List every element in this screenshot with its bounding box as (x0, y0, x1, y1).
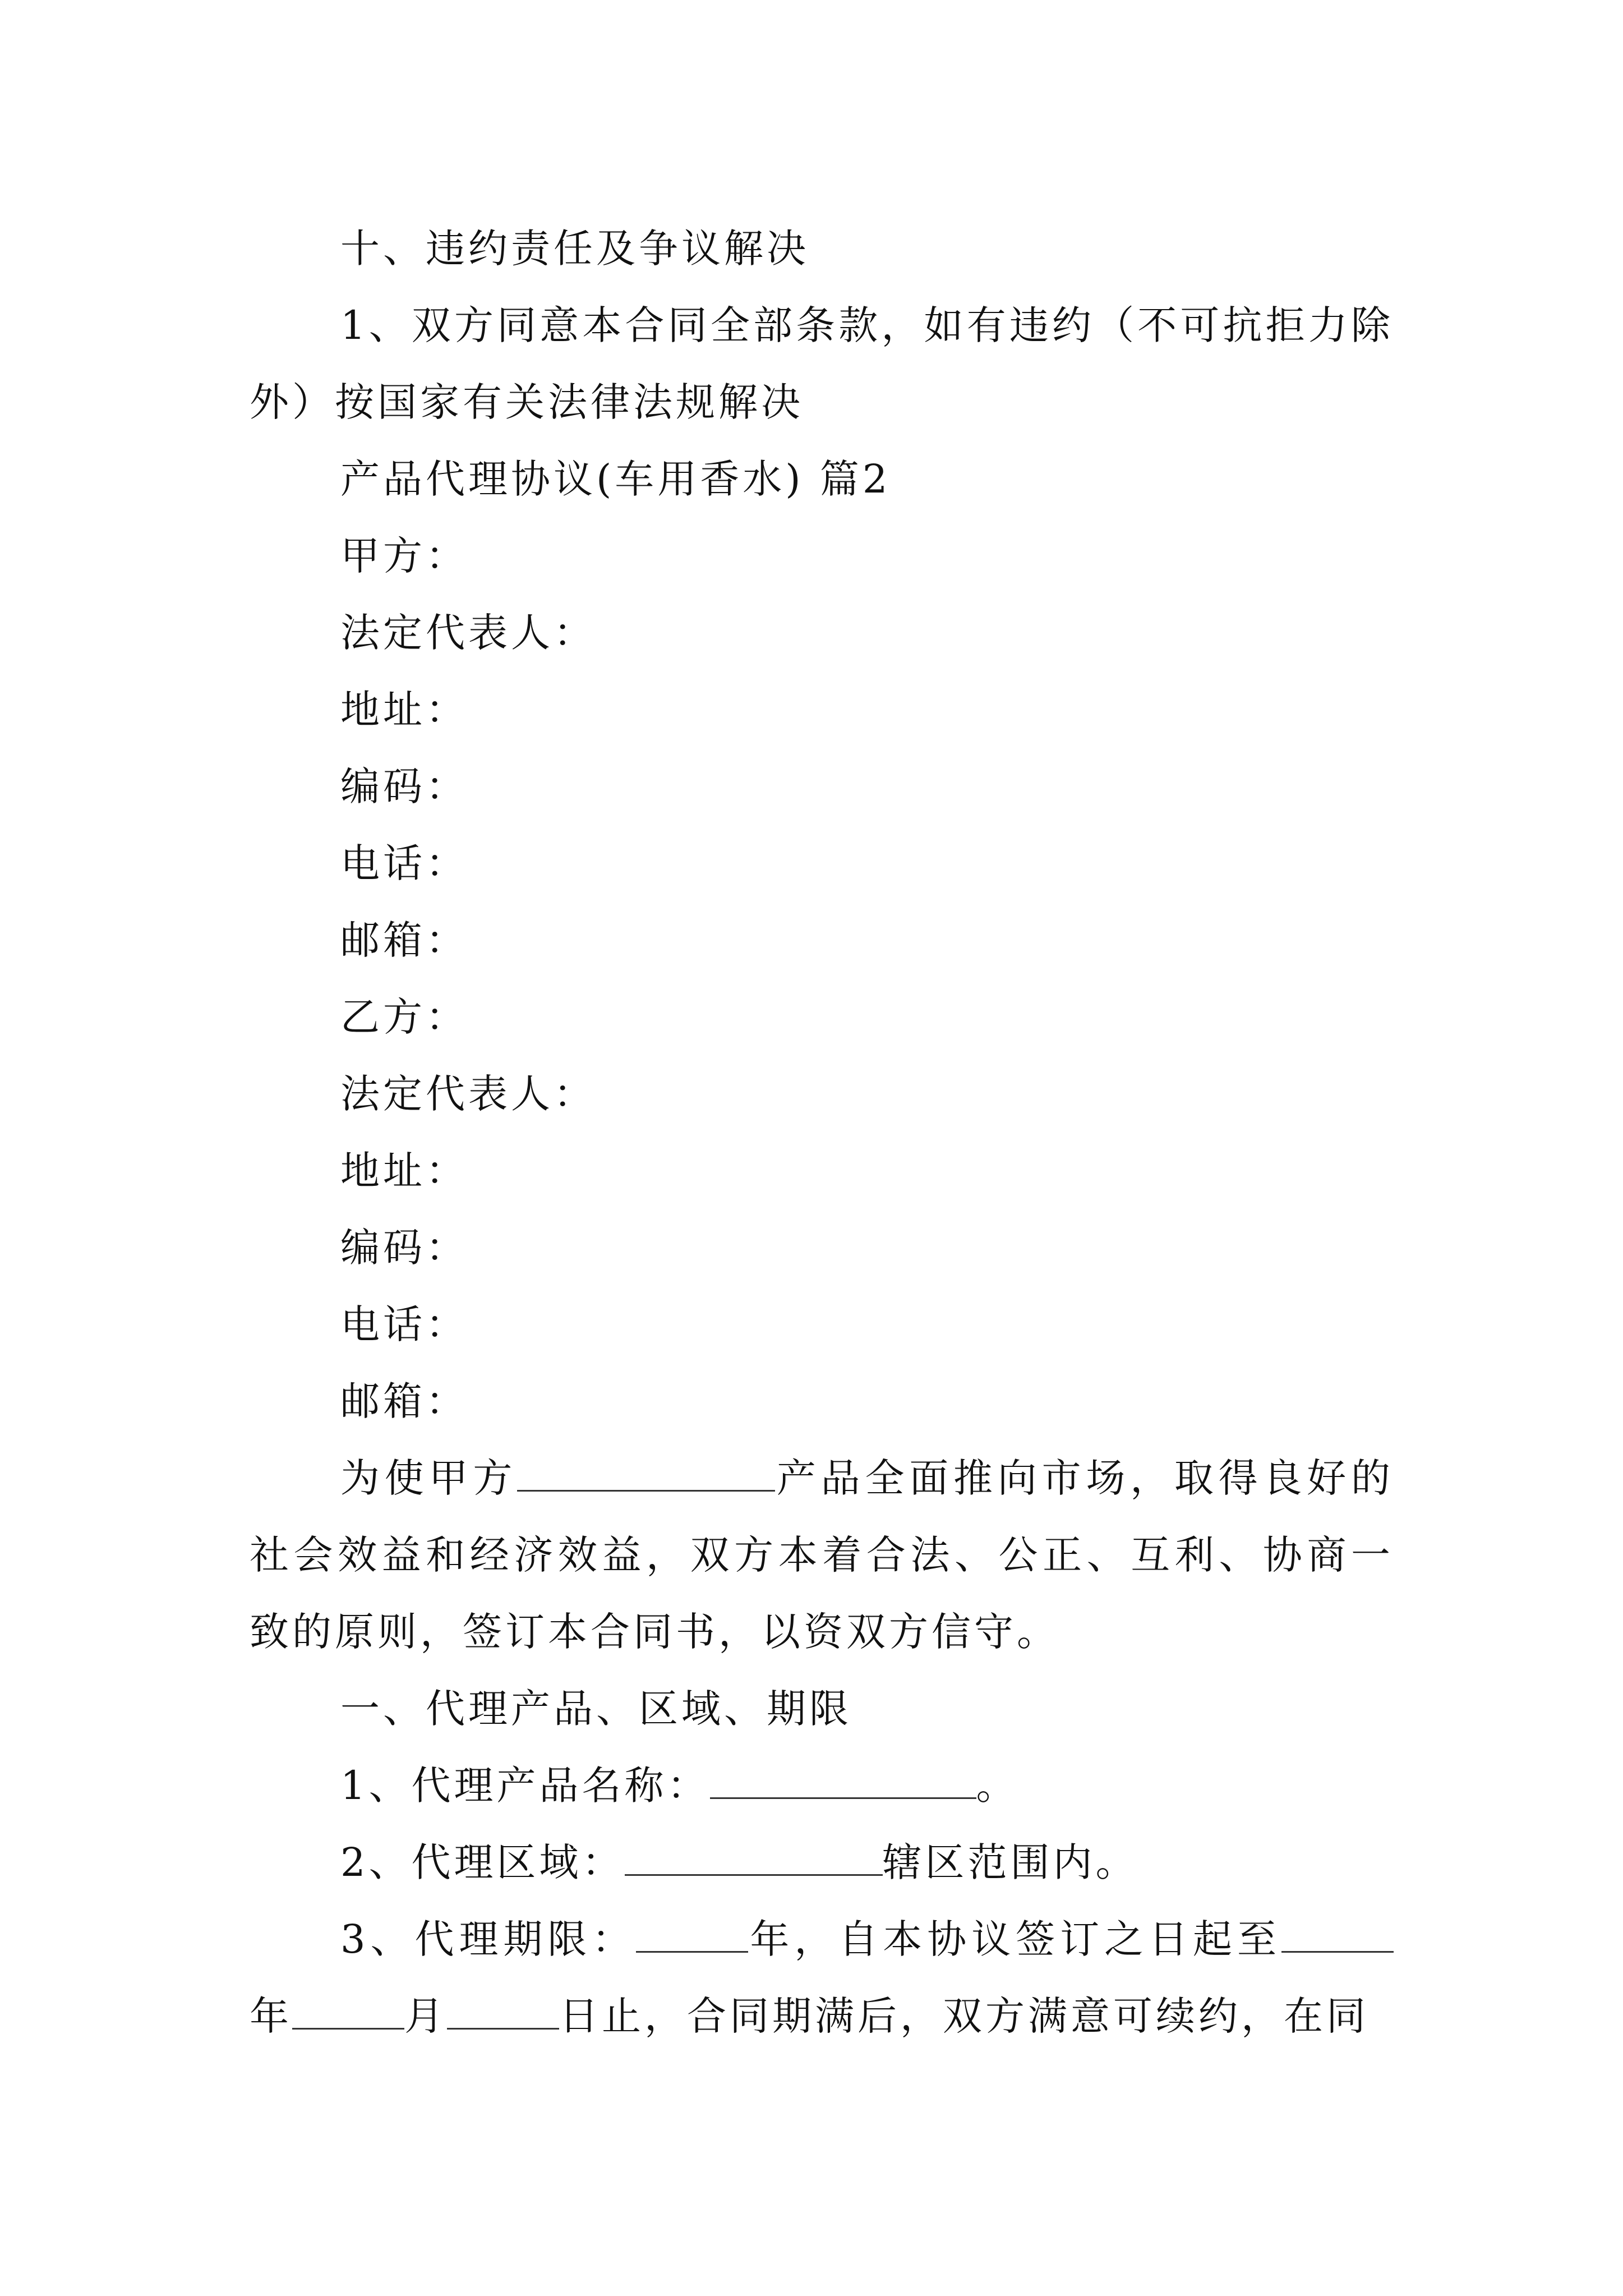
party-b-email: 邮箱： (340, 1378, 468, 1424)
party-a-phone: 电话： (340, 840, 468, 886)
preamble-paragraph: 为使甲方 产品全面推向市场，取得良好的社会效益和经济效益，双方本着合法、公正、互利、协商一致的原则，签订本合同书，以资双方信守。 (250, 1455, 1394, 1655)
party-a-legal-rep: 法定代表人： (340, 610, 596, 656)
section-heading-product-area-term: 一、代理产品、区域、期限 (340, 1686, 852, 1732)
blank-product-line (517, 1457, 775, 1492)
party-b-postcode: 编码： (340, 1225, 468, 1271)
clause-agency-area: 2、代理区域： 辖区范围内。 (340, 1839, 1138, 1885)
party-b-address: 地址： (340, 1148, 468, 1194)
party-a-postcode: 编码： (340, 763, 468, 809)
blank-end-day (447, 1995, 559, 2030)
section-heading-breach: 十、违约责任及争议解决 (340, 226, 809, 272)
clause-product-name: 1、代理产品名称： 。 (340, 1763, 1019, 1809)
blank-end-month (292, 1995, 404, 2030)
document-body (250, 210, 1394, 2055)
agreement-title: 产品代理协议(车用香水) 篇2 (340, 456, 891, 502)
party-a-email: 邮箱： (340, 917, 468, 963)
blank-product-name (710, 1765, 976, 1799)
party-b-legal-rep: 法定代表人： (340, 1071, 596, 1117)
clause-dispute-resolution: 1、双方同意本合同全部条款，如有违约（不可抗拒力除外）按国家有关法律法规解决 (250, 302, 1394, 425)
party-a-label: 甲方： (340, 533, 468, 579)
party-b-phone: 电话： (340, 1301, 468, 1347)
blank-term-years (636, 1918, 748, 1953)
clause-agency-term: 3、代理期限： 年，自本协议签订之日起至年 月 日止，合同期满后，双方满意可续约，在同 (250, 1901, 1394, 2055)
blank-agency-area (625, 1842, 883, 1876)
party-a-address: 地址： (340, 687, 468, 733)
blank-end-year (1281, 1918, 1394, 1953)
party-b-label: 乙方： (340, 994, 468, 1040)
